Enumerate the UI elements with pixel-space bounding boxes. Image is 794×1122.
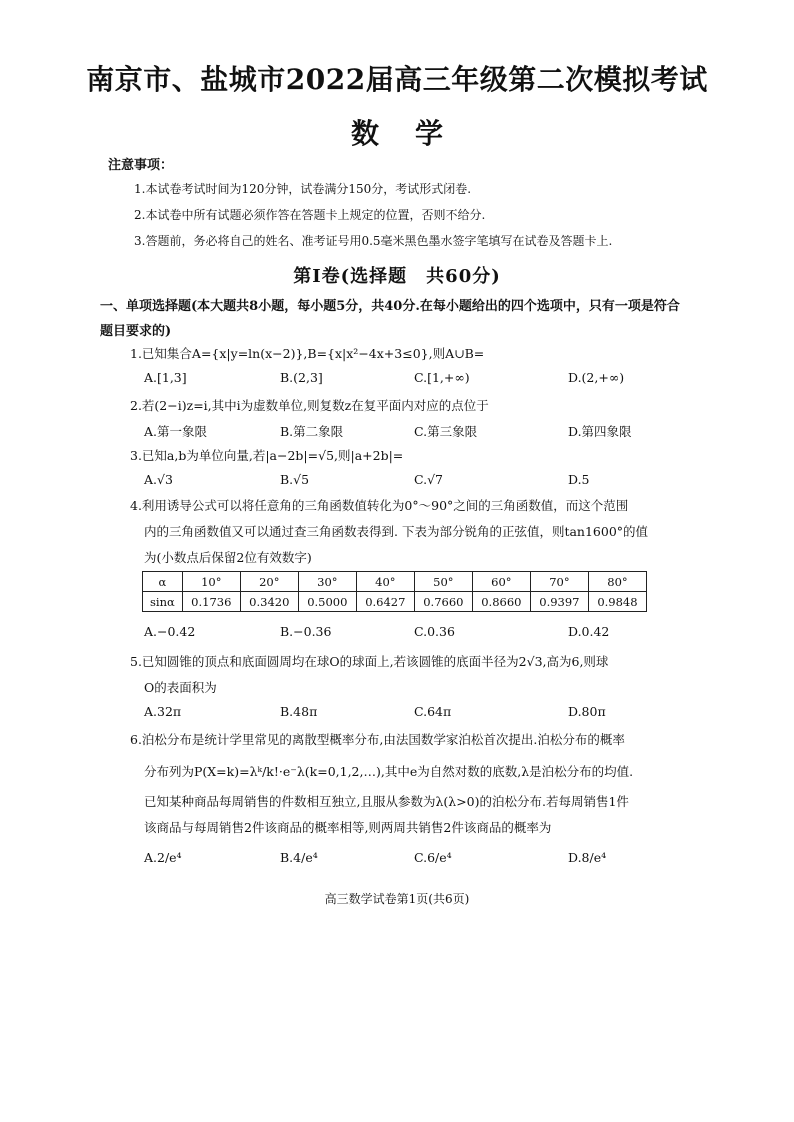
table-header-row [143,572,647,592]
table-cell: 30° [298,572,356,592]
subject-title: 数学 [350,117,479,150]
option-a: A.√3 [144,472,173,487]
notice-item: 3.答题前，务必将自己的姓名、准考证号用0.5毫米黑色墨水签字笔填写在试卷及答题卡上. [134,234,613,248]
notice-item: 1.本试卷考试时间为120分钟，试卷满分150分，考试形式闭卷. [134,182,472,196]
option-c: C.64π [414,704,452,719]
table-cell: 10° [182,572,240,592]
table-cell: 60° [472,572,530,592]
table-cell: 0.8660 [472,592,530,612]
table-cell: 50° [414,572,472,592]
table-cell: 0.6427 [356,592,414,612]
option-a: A.2/e⁴ [144,850,182,865]
table-cell: 0.7660 [414,592,472,612]
option-a: A.32π [144,704,182,719]
option-c: C.0.36 [414,624,455,639]
option-d: D.(2,+∞) [568,370,625,385]
option-d: D.第四象限 [568,424,632,439]
question-stem-line: 5.已知圆锥的顶点和底面圆周均在球O的球面上,若该圆锥的底面半径为2√3,高为6,则球 [130,654,609,669]
question-stem-line: 该商品与每周销售2件该商品的概率相等,则两周共销售2件该商品的概率为 [144,820,552,835]
question-stem: 3.已知a,b为单位向量,若|a−2b|=√5,则|a+2b|= [130,448,404,463]
question-stem-line: O的表面积为 [144,680,217,695]
option-b: B.(2,3] [280,370,323,385]
option-a: A.−0.42 [144,624,196,639]
table-cell: sinα [143,592,183,612]
option-d: D.5 [568,472,590,487]
table-cell: 70° [530,572,588,592]
option-b: B.√5 [280,472,310,487]
question-stem-line: 为(小数点后保留2位有效数字) [144,550,312,565]
question-stem-line: 4.利用诱导公式可以将任意角的三角函数值转化为0°～90°之间的三角函数值，而这个范围 [130,498,629,513]
sine-table [142,571,647,612]
option-c: C.第三象限 [414,424,478,439]
question-stem-line: 分布列为P(X=k)=λᵏ/k!·e⁻λ(k=0,1,2,…),其中e为自然对数的底数,λ是泊松分布的均值. [144,764,634,779]
option-c: C.[1,+∞) [414,370,470,385]
table-cell: 0.3420 [240,592,298,612]
option-d: D.8/e⁴ [568,850,607,865]
option-b: B.−0.36 [280,624,332,639]
part-heading: 一、单项选择题(本大题共8小题，每小题5分，共40分.在每小题给出的四个选项中，只有一项是符合题目要求的) [100,299,680,339]
option-b: B.4/e⁴ [280,850,318,865]
exam-title: 南京市、盐城市2022届高三年级第二次模拟考试 [86,63,708,96]
option-c: C.√7 [414,472,444,487]
question-stem: 2.若(2−i)z=i,其中i为虚数单位,则复数z在复平面内对应的点位于 [130,398,489,413]
option-b: B.48π [280,704,318,719]
question-stem-line: 内的三角函数值又可以通过查三角函数表得到. 下表为部分锐角的正弦值，则tan1600°的值 [144,524,649,539]
table-cell: 0.9848 [588,592,646,612]
table-cell: 0.5000 [298,592,356,612]
option-b: B.第二象限 [280,424,344,439]
page-footer: 高三数学试卷第1页(共6页) [324,892,470,906]
option-a: A.第一象限 [144,424,208,439]
section-title: 第Ⅰ卷(选择题 共60分) [293,266,501,287]
option-a: A.[1,3] [144,370,187,385]
notice-heading: 注意事项： [108,158,174,173]
table-cell: α [143,572,183,592]
option-c: C.6/e⁴ [414,850,452,865]
question-stem-line: 6.泊松分布是统计学里常见的离散型概率分布,由法国数学家泊松首次提出.泊松分布的概率 [130,732,625,747]
question-stem-line: 已知某种商品每周销售的件数相互独立,且服从参数为λ(λ>0)的泊松分布.若每周销售1件 [144,794,629,809]
option-d: D.0.42 [568,624,610,639]
notice-item: 2.本试卷中所有试题必须作答在答题卡上规定的位置，否则不给分. [134,208,486,222]
option-d: D.80π [568,704,606,719]
table-cell: 0.1736 [182,592,240,612]
table-cell: 40° [356,572,414,592]
table-row [143,592,647,612]
question-stem: 1.已知集合A={x|y=ln(x−2)},B={x|x²−4x+3≤0},则A∪B= [130,346,485,361]
table-cell: 20° [240,572,298,592]
table-cell: 80° [588,572,646,592]
table-cell: 0.9397 [530,592,588,612]
